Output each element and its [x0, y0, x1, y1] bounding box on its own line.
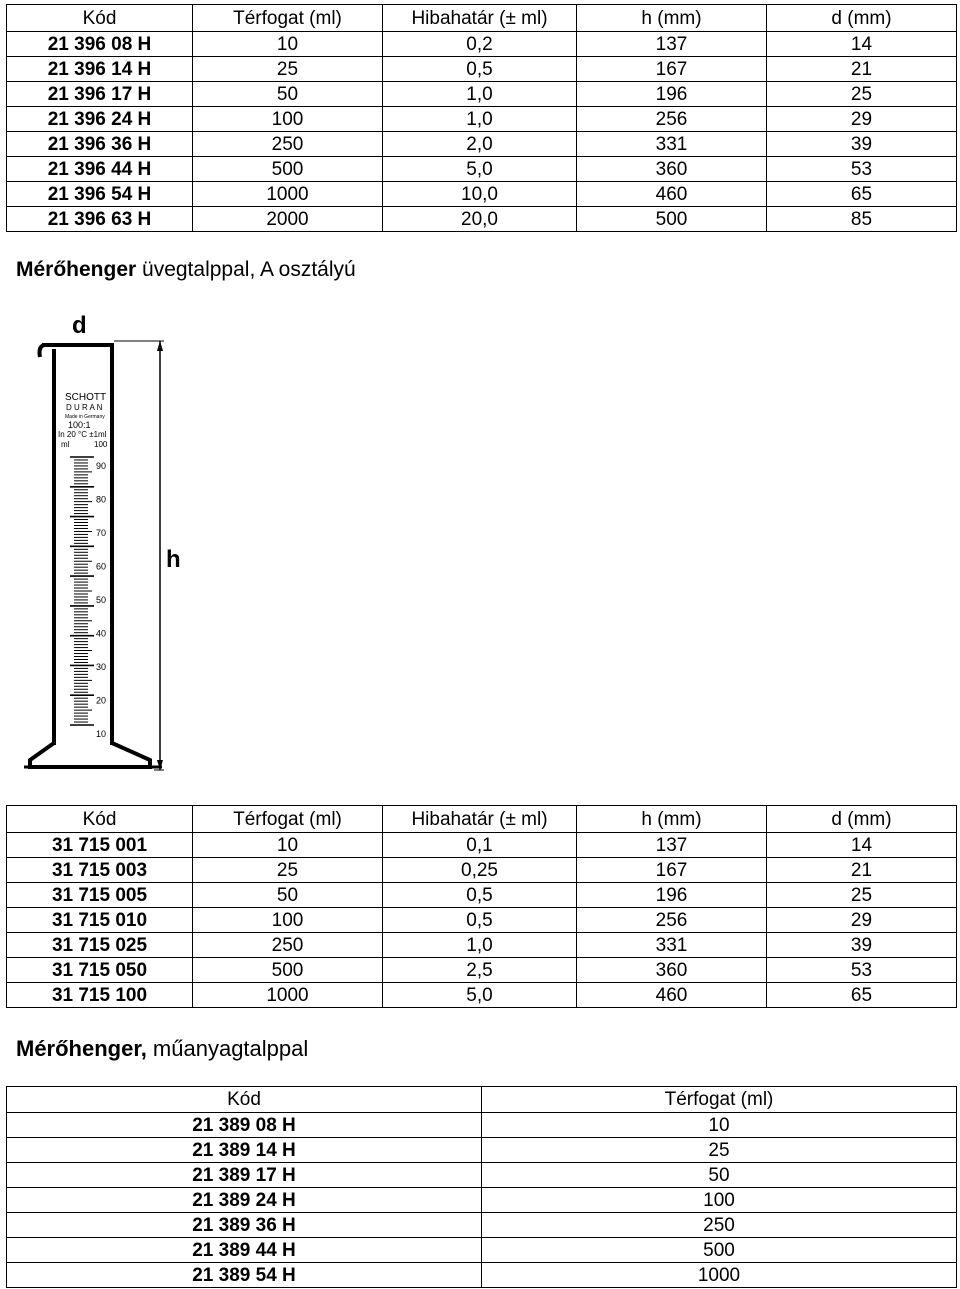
table-cell: 137 — [577, 32, 767, 57]
table-row — [7, 933, 957, 958]
table-row — [7, 57, 957, 82]
cell-code: 21 396 14 H — [7, 57, 193, 82]
table-row — [7, 1188, 957, 1213]
cell-code: 31 715 100 — [7, 983, 193, 1008]
table-cell: 500 — [577, 207, 767, 232]
section-title-rest: üvegtalppal, A osztályú — [136, 258, 356, 281]
graduation-label: 60 — [96, 561, 107, 572]
table-cell: 65 — [767, 182, 957, 207]
table-body — [7, 32, 957, 232]
table-row — [7, 1163, 957, 1188]
cell-code: 21 389 24 H — [7, 1188, 482, 1213]
table-cell: 21 — [767, 57, 957, 82]
table-cell: 1,0 — [383, 82, 577, 107]
d-dimension-label: d — [72, 312, 87, 339]
table-cell: 29 — [767, 908, 957, 933]
graduation-ticks — [70, 457, 94, 725]
table-cell: 10,0 — [383, 182, 577, 207]
table-cell: 331 — [577, 933, 767, 958]
table-row — [7, 1263, 957, 1288]
header-h: h (mm) — [577, 806, 767, 833]
graduation-label: 30 — [96, 662, 107, 672]
table-cell: 50 — [193, 883, 383, 908]
table-header-row — [7, 1087, 957, 1113]
graduation-labels — [96, 461, 106, 739]
header-kod: Kód — [7, 1087, 482, 1113]
cell-code: 31 715 003 — [7, 858, 193, 883]
table-cell: 20,0 — [383, 207, 577, 232]
table-cell: 1,0 — [383, 933, 577, 958]
temp-text: In 20 °C ±1ml — [58, 430, 107, 439]
table-row — [7, 182, 957, 207]
table-cell: 85 — [767, 207, 957, 232]
table-cell: 0,1 — [383, 833, 577, 858]
cell-code: 21 389 54 H — [7, 1263, 482, 1288]
spec-table-2 — [6, 805, 957, 1008]
brand-duran: D U R A N — [66, 403, 103, 412]
table-cell: 250 — [482, 1213, 957, 1238]
table-header-row — [7, 5, 957, 32]
table-cell: 14 — [767, 32, 957, 57]
table-body — [7, 833, 957, 1008]
table-cell: 256 — [577, 107, 767, 132]
section-title-glass-base — [16, 258, 356, 282]
graduated-cylinder-drawing — [14, 305, 184, 780]
cell-code: 21 396 63 H — [7, 207, 193, 232]
table-cell: 0,2 — [383, 32, 577, 57]
header-hibahatar: Hibahatár (± ml) — [383, 5, 577, 32]
table-row — [7, 958, 957, 983]
table-row — [7, 858, 957, 883]
table-cell: 25 — [193, 57, 383, 82]
table-row — [7, 1138, 957, 1163]
table-cell: 1000 — [193, 182, 383, 207]
cell-code: 21 389 14 H — [7, 1138, 482, 1163]
table-cell: 460 — [577, 983, 767, 1008]
table-cell: 50 — [193, 82, 383, 107]
section-title-rest: műanyagtalppal — [146, 1036, 309, 1061]
table-cell: 1000 — [193, 983, 383, 1008]
table-cell: 29 — [767, 107, 957, 132]
table-cell: 25 — [193, 858, 383, 883]
header-d: d (mm) — [767, 5, 957, 32]
cell-code: 21 396 08 H — [7, 32, 193, 57]
table-cell: 0,5 — [383, 908, 577, 933]
table-cell: 360 — [577, 958, 767, 983]
header-d: d (mm) — [767, 806, 957, 833]
table-cell: 196 — [577, 883, 767, 908]
section-title-plastic-base — [16, 1036, 308, 1062]
spec-table-3 — [6, 1086, 957, 1288]
spec-table-1 — [6, 4, 957, 232]
table-cell: 25 — [767, 82, 957, 107]
table-cell: 2000 — [193, 207, 383, 232]
top-value-text: 100 — [94, 440, 108, 449]
graduation-label: 50 — [96, 595, 107, 605]
header-kod: Kód — [7, 806, 193, 833]
graduation-label: 10 — [96, 729, 107, 739]
table-cell: 50 — [482, 1163, 957, 1188]
cell-code: 21 389 36 H — [7, 1213, 482, 1238]
table-cell: 167 — [577, 858, 767, 883]
cell-code: 31 715 025 — [7, 933, 193, 958]
table-cell: 1,0 — [383, 107, 577, 132]
table-cell: 250 — [193, 933, 383, 958]
header-terfogat: Térfogat (ml) — [193, 806, 383, 833]
table-cell: 21 — [767, 858, 957, 883]
table-cell: 100 — [482, 1188, 957, 1213]
table-cell: 39 — [767, 132, 957, 157]
table-cell: 53 — [767, 958, 957, 983]
header-h: h (mm) — [577, 5, 767, 32]
table-row — [7, 1113, 957, 1138]
ratio-text: 100:1 — [68, 420, 91, 430]
table-cell: 10 — [482, 1113, 957, 1138]
made-in-germany: Made in Germany — [65, 414, 105, 420]
table-cell: 360 — [577, 157, 767, 182]
cell-code: 21 396 54 H — [7, 182, 193, 207]
table-cell: 1000 — [482, 1263, 957, 1288]
table-cell: 100 — [193, 107, 383, 132]
table-row — [7, 833, 957, 858]
table-row — [7, 908, 957, 933]
header-terfogat: Térfogat (ml) — [482, 1087, 957, 1113]
graduation-label: 20 — [96, 695, 107, 706]
table-cell: 0,5 — [383, 57, 577, 82]
section-title-bold: Mérőhenger, — [16, 1036, 147, 1061]
cell-code: 21 389 44 H — [7, 1238, 482, 1263]
cell-code: 21 396 24 H — [7, 107, 193, 132]
table-cell: 14 — [767, 833, 957, 858]
table-cell: 250 — [193, 132, 383, 157]
graduation-label: 70 — [96, 528, 107, 538]
table-cell: 10 — [193, 833, 383, 858]
table-row — [7, 1213, 957, 1238]
table-cell: 2,5 — [383, 958, 577, 983]
cell-code: 21 389 17 H — [7, 1163, 482, 1188]
table-row — [7, 132, 957, 157]
table-cell: 100 — [193, 908, 383, 933]
graduation-label: 80 — [96, 494, 107, 505]
table-body — [7, 1113, 957, 1288]
table-cell: 65 — [767, 983, 957, 1008]
table-cell: 256 — [577, 908, 767, 933]
cell-code: 31 715 005 — [7, 883, 193, 908]
table-cell: 25 — [767, 883, 957, 908]
table-cell: 25 — [482, 1138, 957, 1163]
graduation-label: 90 — [96, 461, 107, 471]
table-cell: 500 — [193, 958, 383, 983]
table-cell: 331 — [577, 132, 767, 157]
table-row — [7, 157, 957, 182]
h-dimension-label: h — [166, 546, 181, 573]
table-cell: 137 — [577, 833, 767, 858]
brand-schott: SCHOTT — [65, 392, 107, 403]
table-cell: 10 — [193, 32, 383, 57]
cell-code: 31 715 001 — [7, 833, 193, 858]
table-row — [7, 32, 957, 57]
table-row — [7, 207, 957, 232]
table-cell: 5,0 — [383, 983, 577, 1008]
table-header-row — [7, 806, 957, 833]
table-cell: 460 — [577, 182, 767, 207]
graduation-label: 40 — [96, 628, 107, 639]
table-row — [7, 883, 957, 908]
section-title-bold: Mérőhenger — [16, 258, 137, 281]
table-cell: 167 — [577, 57, 767, 82]
table-cell: 500 — [193, 157, 383, 182]
header-hibahatar: Hibahatár (± ml) — [383, 806, 577, 833]
table-cell: 2,0 — [383, 132, 577, 157]
table-cell: 5,0 — [383, 157, 577, 182]
cell-code: 31 715 010 — [7, 908, 193, 933]
cell-code: 21 389 08 H — [7, 1113, 482, 1138]
cell-code: 21 396 17 H — [7, 82, 193, 107]
table-row — [7, 82, 957, 107]
cell-code: 21 396 44 H — [7, 157, 193, 182]
table-row — [7, 1238, 957, 1263]
cell-code: 31 715 050 — [7, 958, 193, 983]
table-cell: 39 — [767, 933, 957, 958]
table-cell: 0,25 — [383, 858, 577, 883]
cell-code: 21 396 36 H — [7, 132, 193, 157]
table-cell: 0,5 — [383, 883, 577, 908]
table-row — [7, 983, 957, 1008]
unit-text: ml — [61, 440, 70, 449]
table-cell: 196 — [577, 82, 767, 107]
header-terfogat: Térfogat (ml) — [193, 5, 383, 32]
table-cell: 53 — [767, 157, 957, 182]
header-kod: Kód — [7, 5, 193, 32]
table-row — [7, 107, 957, 132]
table-cell: 500 — [482, 1238, 957, 1263]
